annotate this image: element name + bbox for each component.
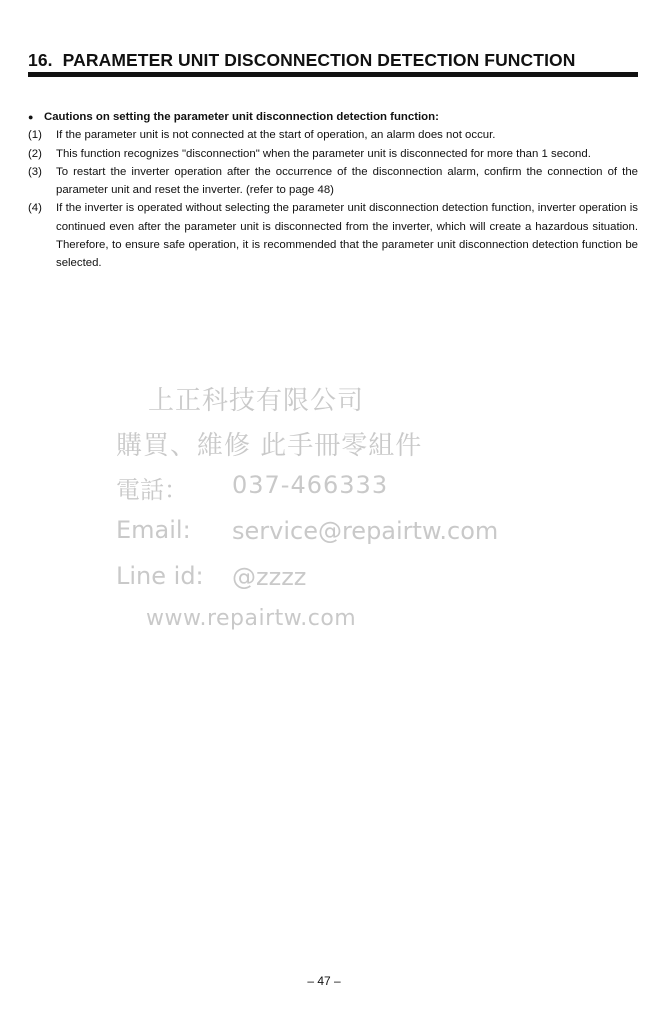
watermark-website: www.repairtw.com — [146, 606, 357, 631]
caution-text: This function recognizes "disconnection" when the parameter unit is disconnected for more than 1 second. — [56, 147, 591, 160]
cautions-heading — [28, 108, 638, 126]
caution-item-3 — [28, 163, 638, 200]
cautions-block — [28, 108, 638, 273]
watermark-service: 購買、維修 此手冊零組件 — [116, 431, 423, 461]
caution-marker: (2) — [28, 147, 42, 160]
watermark-tel-label: 電話： — [116, 476, 188, 504]
watermark-email-value: service@repairtw.com — [232, 517, 499, 545]
caution-marker: (1) — [28, 129, 42, 142]
caution-item-4 — [28, 199, 638, 272]
watermark-line-value: @zzzz — [232, 563, 307, 591]
caution-text: If the inverter is operated without selecting the parameter unit disconnection detection function, inverter operation is continued even after the parameter unit is disconnected from the inverter, which will create a hazardous situation. Therefore, to ensure safe operation, it is recommended that the parameter unit disconnection detection function be selected. — [56, 202, 638, 270]
cautions-heading-text: Cautions on setting the parameter unit disconnection detection function: — [44, 111, 439, 123]
watermark-email-label: Email: — [116, 516, 191, 544]
heading-rule — [28, 72, 638, 77]
caution-item-2 — [28, 145, 638, 163]
watermark-line-label: Line id: — [116, 562, 204, 590]
section-heading — [28, 50, 638, 71]
caution-text: To restart the inverter operation after the occurrence of the disconnection alarm, confirm the connection of the parameter unit and reset the inverter. (refer to page 48) — [56, 165, 638, 197]
section-title: PARAMETER UNIT DISCONNECTION DETECTION FUNCTION — [62, 50, 576, 70]
caution-item-1 — [28, 126, 638, 144]
caution-text: If the parameter unit is not connected at the start of operation, an alarm does not occur. — [56, 129, 496, 142]
bullet-icon: ● — [28, 112, 34, 122]
caution-marker: (4) — [28, 202, 42, 215]
caution-marker: (3) — [28, 165, 42, 178]
page-number: – 47 – — [307, 974, 341, 988]
watermark-company: 上正科技有限公司 — [148, 386, 365, 416]
section-number: 16. — [28, 50, 53, 70]
watermark-tel-value: 037-466333 — [232, 471, 389, 499]
